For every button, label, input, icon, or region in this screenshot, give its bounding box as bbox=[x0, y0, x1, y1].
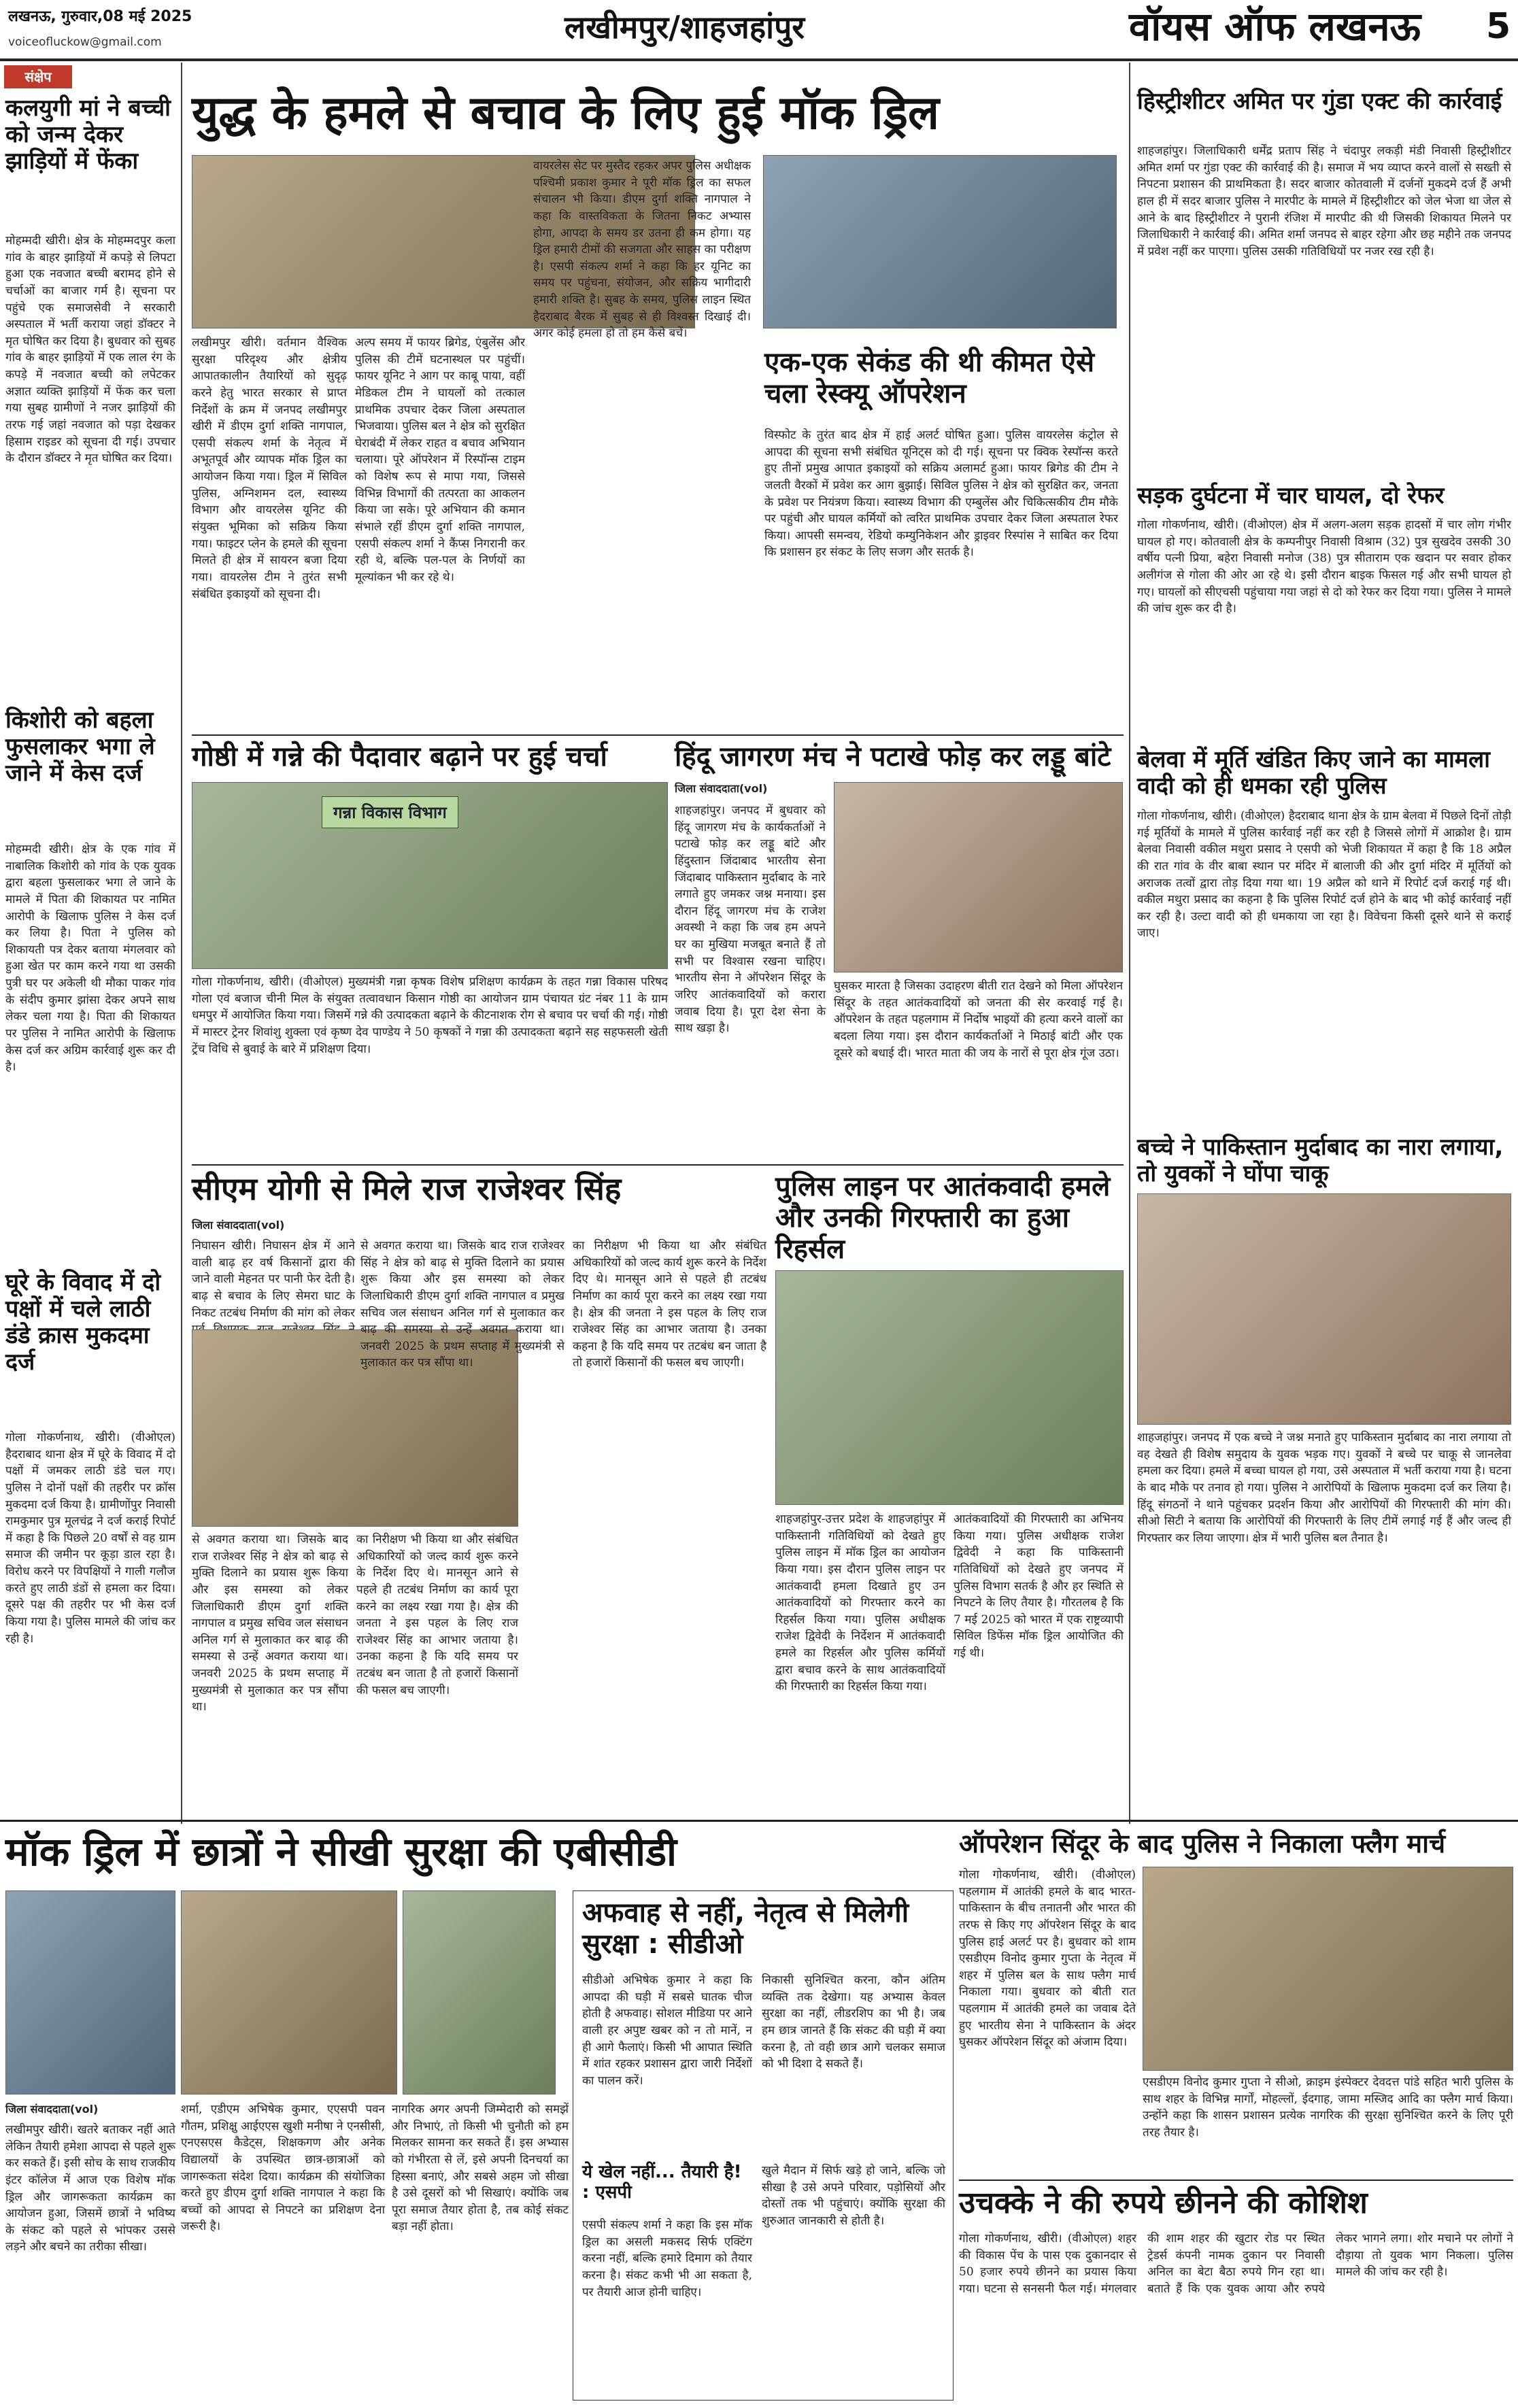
lead-headline: युद्ध के हमले से बचाव के लिए हुई मॉक ड्रिल bbox=[192, 86, 939, 140]
rumor-body-2: निकासी सुनिश्चित करना, कौन अंतिम व्यक्ति तक देखेगा। यह अभ्यास केवल सुरक्षा का नहीं, लीडरशिप का भी है। जब हम छात्र जानते हैं कि संकट की घड़ी में क्या करना है, तो वही छात्र आगे चलकर समाज को भी दिशा दे सकते हैं। bbox=[762, 1973, 945, 2071]
right-column-divider bbox=[1129, 63, 1130, 1824]
issue-date: लखनऊ, गुरुवार,08 मई 2025 bbox=[8, 8, 192, 25]
students-headline: मॉक ड्रिल में छात्रों ने सीखी सुरक्षा की एबीसीडी bbox=[5, 1829, 677, 1875]
students-col-3: नागरिक अगर अपनी जिम्मेदारी को समझें और निभाएं, तो किसी भी चुनौती को हम मिलकर सामना कर सकते हैं। इस अभ्यास को गंभीरता से लें, इसे अपनी दिनचर्या का हिस्सा बनाएं, और सबसे अहम जो सीखा है उसे दूसरों को भी सिखाएं। क्योंकि जब पूरा समाज तैयार होता है, तब कोई संकट बड़ा नहीं होता। bbox=[392, 2103, 569, 2234]
sugarcane-banner: गन्ना विकास विभाग bbox=[322, 796, 458, 828]
sindoor-headline: ऑपरेशन सिंदूर के बाद पुलिस ने निकाला फ्लैग मार्च bbox=[959, 1829, 1446, 1859]
sindoor-photo bbox=[1143, 1867, 1513, 2071]
sidebar-divider bbox=[181, 63, 182, 1824]
section-title: लखीमपुर/शाहजहांपुर bbox=[564, 9, 805, 46]
brief-1-body: मोहम्मदी खीरी। क्षेत्र के मोहम्मदपुर कला गांव के बाहर झाड़ियों में कपड़े से लिपटा हुआ एक नवजात बच्ची बरामद होने से चर्चाओं का बाजार गर्म है। सूचना पर पहुंचे एक समाजसेवी ने सरकारी अस्पताल में भर्ती कराया जहां डॉक्टर ने मृत घोषित कर दिया है। बुधवार को सुबह गांव के बाहर झाड़ियों में एक लाल रंग के कपड़े में नवजात बच्ची को लपेटकर अज्ञात व्यक्ति झाड़ियों में फेंक कर चला गया सुबह ग्रामीणों ने नजर झाड़ियों की तरफ गई जहां नवजात को पड़ा देखकर हिसाम राइडर को सूचना दी गई। उपचार के दौरान डॉक्टर ने मृत घोषित कर दिया। bbox=[5, 234, 175, 466]
rumor-sub-body: एसपी संकल्प शर्मा ने कहा कि इस मॉक ड्रिल का असली मकसद सिर्फ एक्टिंग करना नहीं, बल्कि हमारे दिमाग को तैयार करना है। संकट कभी भी आ सकता है, पर तैयारी आज होनी चाहिए। bbox=[582, 2218, 752, 2299]
brief-2-headline: किशोरी को बहला फुसलाकर भगा ले जाने में केस दर्ज bbox=[5, 707, 155, 787]
students-col-2: शर्मा, एडीएम अभिषेक कुमार, एएसपी पवन गौतम, प्रशिक्षु आईएएस खुशी मनीषा ने एनसीसी, एनएसएस कैडेट्स, शिक्षकगण और अनेक विद्यालयों के उपस्थित छात्र-छात्राओं को जागरूकता संदेश दिया। कार्यक्रम की संयोजिका करते हुए डीएम दुर्गा शक्ति नागपाल ने कहा कि बच्चों को आपदा से निपटने का प्रशिक्षण देना जरूरी है। bbox=[181, 2103, 385, 2234]
belwa-headline: बेलवा में मूर्ति खंडित किए जाने का मामला वादी को ही धमका रही पुलिस bbox=[1137, 746, 1490, 800]
rumor-sub-body-2: खुले मैदान में सिर्फ खड़े हो जाने, बल्कि जो सीखा है उसे अपने परिवार, पड़ोसियों और दोस्तों तक भी पहुंचाएं। क्योंकि सुरक्षा की शुरुआत जानकारी से होती है। bbox=[762, 2164, 945, 2228]
masthead: वॉयस ऑफ लखनऊ bbox=[1129, 3, 1421, 50]
lead-col-2: अल्प समय में फायर ब्रिगेड, एंबुलेंस और पुलिस की टीमें घटनास्थल पर पहुंचीं। फायर यूनिट ने आग पर काबू पाया, वहीं मेडिकल टीम ने घायलों को तत्काल प्राथमिक उपचार देकर जिला अस्पताल भिजवाया। पुलिस बल ने क्षेत्र को सुरक्षित घेराबंदी में लेकर राहत व बचाव अभियान चलाया। पूरे ऑपरेशन में रिस्पॉन्स टाइम को विशेष रूप से मापा गया, जिससे विभिन्न विभागों की तत्परता का आकलन किया जा सके। पूरे अभियान की कमान संभाले रहीं डीएम दुर्गा शक्ति नागपाल, एसपी संकल्प शर्मा ने कैंप्स निगरानी कर रही थे, बल्कि पल-पल के निर्णयों का मूल्यांकन भी कर रहे थे। bbox=[355, 336, 525, 584]
students-photo-3 bbox=[403, 1890, 556, 2095]
sidebar-briefs bbox=[0, 63, 178, 1817]
header-divider bbox=[0, 58, 1518, 61]
students-photo-2 bbox=[181, 1890, 397, 2095]
hindu-headline: हिंदू जागरण मंच ने पटाखे फोड़ कर लड्डू बांटे bbox=[675, 741, 1111, 773]
rescue-body: विस्फोट के तुरंत बाद क्षेत्र में हाई अलर्ट घोषित हुआ। पुलिस वायरलेस कंट्रोल से आपदा की सूचना सभी संबंधित यूनिट्स को दी गई। सूचना पर क्विक रेस्पॉन्स करते हुए तीनों प्रमुख आपात इकाइयों को सक्रिय अलामर्ट हुआ। फायर ब्रिगेड की टीम ने जलती वैरकों में प्रवेश कर आग बुझाई। सिविल पुलिस ने क्षेत्र को सुरक्षित कर, जनता के प्रवेश पर नियंत्रण किया। स्वास्थ्य विभाग की एम्बुलेंस और चिकित्सकीय टीम मौके पर पहुंची और घायल कर्मियों को त्वरित प्राथमिक उपचार देकर जिला अस्पताल रेफर किया। आपसी समन्वय, रेडियो कम्युनिकेशन और ड्राइवर रिस्पांस ने साबित कर दिया कि प्रशासन हर संकट के लिए सजग और सतर्क है। bbox=[764, 428, 1118, 560]
students-photo-1 bbox=[5, 1890, 175, 2095]
pak-photo bbox=[1137, 1193, 1511, 1425]
pak-headline: बच्चे ने पाकिस्तान मुर्दाबाद का नारा लगाया, तो युवकों ने घोंपा चाकू bbox=[1137, 1134, 1504, 1188]
hindu-col-2: घुसकर मारता है जिसका उदाहरण बीती रात देखने को मिला ऑपरेशन सिंदूर के तहत आतंकवादियों को जनता की सेर करवाई गई है। ऑपरेशन के तहत पहलगाम में निर्दोष भाइयों की हत्या करने वालों का बदला लिया गया। इस दौरान कार्यकर्ताओं ने मिठाई बांटी और एक दूसरे को बधाई दी। भारत माता की जय के नारों से पूरा क्षेत्र गूंज उठा। bbox=[834, 979, 1123, 1060]
police-line-headline: पुलिस लाइन पर आतंकवादी हमले और उनकी गिरफ्तारी का हुआ रिहर्सल bbox=[775, 1171, 1111, 1265]
hindu-col-1: शाहजहांपुर। जनपद में बुधवार को हिंदू जागरण मंच के कार्यकर्ताओं ने पटाखे फोड़ कर लड्डू बांटे और हिंदुस्तान जिंदाबाद भारतीय सेना जिंदाबाद पाकिस्तान मुर्दाबाद के नारे लगाते हुए जमकर जश्न मनाया। इस दौरान हिंदू जागरण मंच के राजेश अवस्थी ने कहा कि जब हम अपने घर का मुखिया मजबूत बनाते हैं तो सभी पर विश्वास रखना चाहिए। भारतीय सेना ने ऑपरेशन सिंदूर के जरिए आतंकवादियों को करारा जवाब दिया है। पूरा देश सेना के साथ खड़ा है। bbox=[675, 804, 826, 1036]
accident-headline: सड़क दुर्घटना में चार घायल, दो रेफर bbox=[1137, 482, 1445, 509]
lead-col-3: वायरलेस सेट पर मुस्तैद रहकर अपर पुलिस अधीक्षक पश्चिमी प्रकाश कुमार ने पूरी मॉक ड्रिल का सफल संचालन भी किया। डीएम दुर्गा शक्ति नागपाल ने कहा कि वास्तविकता के जितना निकट अभ्यास होगा, आपदा के समय डर उतना ही कम होगा। यह ड्रिल हमारी टीमों की सजगता और साहस का परीक्षण है। एसपी संकल्प शर्मा ने कहा कि हर यूनिट का समय पर पहुंचना, संयोजन, और सक्रिय भागीदारी हमारी शक्ति है। सुबह के समय, पुलिस लाइन स्थित हैदराबाद बैरक में सुबह से ही विश्वस्त दिखाई दी। अगर कोई हमला हो तो हम कैसे बचें। bbox=[533, 159, 751, 341]
contact-email: voiceofluckow@gmail.com bbox=[8, 35, 162, 49]
sugarcane-headline: गोष्ठी में गन्ने की पैदावार बढ़ाने पर हुई चर्चा bbox=[192, 741, 607, 773]
lead-photo-rescue bbox=[763, 155, 1117, 328]
pak-body: शाहजहांपुर। जनपद में एक बच्चे ने जश्न मनाते हुए पाकिस्तान मुर्दाबाद का नारा लगाया तो वह देखते ही विशेष समुदाय के युवक भड़क गए। युवकों ने बच्चे पर चाकू से जानलेवा हमला कर दिया। हमले में बच्चा घायल हो गया, उसे अस्पताल में भर्ती कराया गया है। घटना के बाद मौके पर तनाव हो गया। पुलिस ने आरोपियों के खिलाफ मुकदमा दर्ज कर लिया है। हिंदू संगठनों ने थाने पहुंचकर प्रदर्शन किया और आरोपियों की गिरफ्तारी की मांग की। सीओ सिटी ने बताया कि आरोपियों की गिरफ्तारी के लिए टीमें लगाई गई हैं और जल्द ही गिरफ्तार कर लिया जाएगा। क्षेत्र में भारी पुलिस बल तैनात है। bbox=[1137, 1431, 1511, 1545]
histsheeter-headline: हिस्ट्रीशीटर अमित पर गुंडा एक्ट की कार्रवाई bbox=[1137, 88, 1502, 115]
belwa-body: गोला गोकर्णनाथ, खीरी। (वीओएल) हैदराबाद थाना क्षेत्र के ग्राम बेलवा में पिछले दिनों तोड़ी गई मूर्तियों के मामले में पुलिस कार्रवाई नहीं कर रही है जिससे लोगों में आक्रोश है। ग्राम बेलवा निवासी वकील मथुरा प्रसाद ने एसपी को भेजी शिकायत में कहा है कि 18 अप्रैल की रात गांव के वीर बाबा स्थान पर मंदिर में बालाजी की और दुर्गा मंदिर में मूर्तियों को अराजक तत्वों द्वारा तोड़ दिया गया था। 19 अप्रैल को थाने में रिपोर्ट दर्ज कराई गई थी। वकील मथुरा प्रसाद का कहना है कि पुलिस रिपोर्ट दर्ज होने के बाद भी कोई कार्रवाई नहीं कर रही है। उल्टा वादी को ही धमकाया जा रहा है। विवेचना किसी दूसरे थाने से कराई जाए। bbox=[1137, 809, 1511, 940]
lead-bottom-rule bbox=[192, 734, 1124, 736]
yogi-col-1b: से अवगत कराया था। जिसके बाद राज राजेश्वर सिंह ने क्षेत्र को बाढ़ से मुक्ति दिलाने का प्रयास शुरू किया और इस समस्या को लेकर जिलाधिकारी डीएम दुर्गा शक्ति नागपाल व प्रमुख सचिव जल संसाधन अनिल गर्ग से मुलाकात कर बाढ़ की समस्या से उन्हें अवगत कराया था। जनवरी 2025 के प्रथम सप्ताह में मुख्यमंत्री से मुलाकात कर पत्र सौंपा था। bbox=[192, 1533, 348, 1714]
police-line-photo bbox=[775, 1270, 1124, 1505]
page-header bbox=[0, 0, 1518, 61]
police-line-col-2: आतंकवादियों की गिरफ्तारी का अभिनय किया गया। पुलिस अधीक्षक राजेश द्विवेदी ने कहा कि पाकिस्तानी गतिविधियों को देखते हुए जनपद में पुलिस विभाग सतर्क है और हर स्थिति से निपटने के लिए तैयार है। गौरतलब है कि 7 मई 2025 को भारत में एक राष्ट्रव्यापी सिविल डिफेंस मॉक ड्रिल आयोजित की गई थी। bbox=[954, 1512, 1124, 1661]
police-line-col-1: शाहजहांपुर-उत्तर प्रदेश के शाहजहांपुर में पाकिस्तानी गतिविधियों को देखते हुए पुलिस लाइन में मॉक ड्रिल का आयोजन किया गया। इस दौरान पुलिस लाइन पर आतंकवादी हमला दिखाते हुए उन आतंकवादियों को गिरफ्तार करने का रिहर्सल किया गया। पुलिस अधीक्षक राजेश द्विवेदी के निर्देशन में आतंकवादी हमले का रिहर्सल और पुलिस कर्मियों द्वारा बचाव करने के साथ आतंकवादियों की गिरफ्तारी का रिहर्सल किया गया। bbox=[775, 1512, 945, 1694]
yogi-headline: सीएम योगी से मिले राज राजेश्वर सिंह bbox=[192, 1170, 622, 1207]
sugarcane-body: गोला गोकर्णनाथ, खीरी। (वीओएल) मुख्यमंत्री गन्ना कृषक विशेष प्रशिक्षण कार्यक्रम के तहत गन्ना विकास परिषद गोला एवं बजाज चीनी मिल के संयुक्त तत्वावधान किसान गोष्ठी का आयोजन ग्राम पंचायत ग्रंट नंबर 11 के ग्राम धमपुर में आयोजित किया गया। जिसमें गन्ने की उत्पादकता बढ़ाने के कीटनाशक रोग से बचाव पर चर्चा की गई। गोष्ठी में मास्टर ट्रेनर शिवांशु शुक्ला एवं कृष्ण देव पाण्डेय ने 50 कृषकों ने गन्ना की उत्पादकता बढ़ाने सह सहफसली खेती ट्रेंच विधि से बुवाई के बारे में प्रशिक्षण दिया। bbox=[192, 975, 668, 1056]
sindoor-body-2: एसडीएम विनोद कुमार गुप्ता ने सीओ, क्राइम इंस्पेक्टर देवदत्त पांडे सहित भारी पुलिस के साथ शहर के विभिन्न मार्गों, मोहल्लों, ईदगाह, जामा मस्जिद आदि का फ्लैग मार्च किया। उन्होंने कहा कि शासन प्रशासन प्रत्येक नागरिक की सुरक्षा सुनिश्चित करने के लिए पूरी तरह तैयार है। bbox=[1143, 2075, 1513, 2139]
snatch-headline: उचक्के ने की रुपये छीनने की कोशिश bbox=[959, 2186, 1368, 2220]
sindoor-body: गोला गोकर्णनाथ, खीरी। (वीओएल) पहलगाम में आतंकी हमले के बाद भारत-पाकिस्तान के बीच तनातनी और भारत की तरफ से किए गए ऑपरेशन सिंदूर के बाद पुलिस हाई अलर्ट पर है। बुधवार को शाम एसडीएम विनोद कुमार गुप्ता के नेतृत्व में शहर में पुलिस बल के साथ फ्लैग मार्च निकाला गया। बुधवार को बीती रात पहलगाम में आतंकी हमले का जवाब देते हुए भारतीय सेना ने पाकिस्तान के अंदर घुसकर ऑपरेशन सिंदूर को अंजाम दिया। bbox=[959, 1868, 1136, 2050]
lead-col-1: लखीमपुर खीरी। वर्तमान वैश्विक सुरक्षा परिदृश्य और क्षेत्रीय आपातकालीन तैयारियों को सुदृढ़ करने हेतु भारत सरकार से प्राप्त निर्देशों के क्रम में जनपद लखीमपुर खीरी में डीएम दुर्गा शक्ति नागपाल, एसपी संकल्प शर्मा के नेतृत्व में अभूतपूर्व और व्यापक मॉक ड्रिल का आयोजन किया गया। ड्रिल में सिविल पुलिस, अग्निशमन दल, स्वास्थ्य विभाग और वायरलेस यूनिट की संयुक्त भूमिका को सक्रिय किया गया। फाइटर प्लेन के हमले की सूचना मिलते ही क्षेत्र में सायरन बजा दिया गया। वायरलेस टीम ने तुरंत सभी संबंधित इकाइयों को सूचना दी। bbox=[192, 336, 347, 601]
sugarcane-photo bbox=[192, 782, 668, 969]
snatch-body: गोला गोकर्णनाथ, खीरी। (वीओएल) शहर की विकास पेंच के पास एक दुकानदार से 50 हजार रुपये छीनने का प्रयास किया गया। घटना से सनसनी फैल गई। मंगलवार की शाम शहर की खुटार रोड पर स्थित ट्रेडर्स कंपनी नामक दुकान पर निवासी अनिल का बेटा बैठा रुपये गिन रहा था। बताते हैं कि एक युवक आया और रुपये लेकर भागने लगा। शोर मचाने पर लोगों ने दौड़ाया तो युवक भाग निकला। पुलिस मामले की जांच कर रही है। bbox=[959, 2232, 1513, 2296]
brief-2-body: मोहम्मदी खीरी। क्षेत्र के एक गांव में नाबालिक किशोरी को गांव के एक युवक द्वारा बहला फुसलाकर भगा ले जाने के मामले में पिता की शिकायत पर नामित आरोपी के खिलाफ पुलिस ने केस दर्ज कर लिया है। पिता ने पुलिस को शिकायती पत्र देकर बताया मंगलवार को हुआ खेत पर काम करने गया था उसकी पुत्री घर पर अकेली थी मौका पाकर गांव के संदीप कुमार झांसा देकर अपने साथ लेकर चला गया है। पिता की शिकायत पर पुलिस ने नामित आरोपी के खिलाफ केस दर्ज कर अग्रिम कार्रवाई शुरू कर दी है। bbox=[5, 843, 175, 1074]
yogi-byline: जिला संवाददाता(vol) bbox=[192, 1219, 285, 1232]
students-col-1: लखीमपुर खीरी। खतरे बताकर नहीं आते लेकिन तैयारी हमेशा आपदा से पहले शुरू कर सकते हैं। इसी सोच के साथ राजकीय इंटर कॉलेज में आज एक विशेष मॉक ड्रिल और जागरूकता कार्यक्रम का आयोजन हुआ, जिसमें छात्रों ने भविष्य के संकट को पहले से भांपकर उससे लड़ने और बचने का तरीका सीखा। bbox=[5, 2123, 175, 2254]
yogi-col-1: निघासन खीरी। निघासन क्षेत्र में आने वाली बाढ़ हर वर्ष किसानों द्वारा की जाने वाली मेहनत पर पानी फेर देती है। बाढ़ से बचाव के लिए सेमरा घाट के निकट तटबंध निर्माण की मांग को लेकर bbox=[192, 1239, 355, 1320]
page-number: 5 bbox=[1486, 6, 1511, 47]
students-byline: जिला संवाददाता(vol) bbox=[5, 2103, 99, 2116]
brief-1-headline: कलयुगी मां ने बच्ची को जन्म देकर झाड़ियों में फेंका bbox=[5, 95, 171, 175]
brief-3-headline: घूरे के विवाद में दो पक्षों में चले लाठी डंडे क्रास मुकदमा दर्ज bbox=[5, 1269, 161, 1376]
mid-rule-1 bbox=[192, 1164, 1124, 1166]
hindu-byline: जिला संवाददाता(vol) bbox=[675, 782, 768, 795]
yogi-col-4: का निरीक्षण भी किया था और संबंधित अधिकारियों को जल्द कार्य शुरू करने के निर्देश दिए थे। मानसून आने से पहले ही तटबंध निर्माण का कार्य पूरा करने का लक्ष्य रखा गया है। क्षेत्र की जनता ने इस पहल के लिए राज राजेश्वर सिंह का आभार जताया है। उनका कहना है कि यदि समय पर तटबंध बन जाता है तो हजारों किसानों की फसल बच जाएगी। bbox=[573, 1239, 766, 1370]
rescue-headline: एक-एक सेकंड की थी कीमत ऐसे चला रेस्क्यू ऑपरेशन bbox=[764, 347, 1095, 409]
brief-3-body: गोला गोकर्णनाथ, खीरी। (वीओएल) हैदराबाद थाना क्षेत्र में घूरे के विवाद में दो पक्षों में जमकर लाठी डंडे चल गए। पुलिस ने दोनों पक्षों की तहरीर पर क्रॉस मुकदमा दर्ज किया है। ग्रामीणोंपुर निवासी रामकुमार पुत्र मूलचंद्र ने दर्ज कराई रिपोर्ट में कहा है कि पिछले 20 वर्षों से वह ग्राम समाज की जमीन पर कूड़ा डाल रहा है। विरोध करने पर विपक्षियों ने गाली गलौज करते हुए लाठी डंडों से हमला कर दिया। दूसरे पक्ष की तहरीर पर भी केस दर्ज किया गया है। पुलिस मामले की जांच कर रही है। bbox=[5, 1431, 175, 1646]
rumor-body: सीडीओ अभिषेक कुमार ने कहा कि आपदा की घड़ी में सबसे घातक चीज होती है अफवाह। सोशल मीडिया पर आने वाली हर अपुष्ट खबर को न तो मानें, न ही आगे फैलाएं। किसी भी आपात स्थिति में शांत रहकर प्रशासन द्वारा जारी निर्देशों का पालन करें। bbox=[582, 1973, 752, 2088]
snatch-rule bbox=[959, 2180, 1513, 2181]
sidebar-tag: संक्षेप bbox=[4, 65, 72, 88]
rumor-subhead: ये खेल नहीं... तैयारी है! : एसपी bbox=[582, 2162, 742, 2203]
rumor-headline: अफवाह से नहीं, नेतृत्व से मिलेगी सुरक्षा : सीडीओ bbox=[582, 1897, 909, 1960]
lower-section-rule bbox=[0, 1820, 1518, 1822]
yogi-col-2: का निरीक्षण भी किया था और संबंधित अधिकारियों को जल्द कार्य शुरू करने के निर्देश दिए थे। मानसून आने से पहले ही तटबंध निर्माण का कार्य पूरा करने का लक्ष्य रखा गया है। क्षेत्र की जनता ने इस पहल के लिए राज राजेश्वर सिंह का आभार जताया है। उनका कहना है कि यदि समय पर तटबंध बन जाता है तो हजारों किसानों की फसल बच जाएगी। bbox=[356, 1533, 518, 1697]
yogi-col-3: से अवगत कराया था। जिसके बाद राज राजेश्वर सिंह ने क्षेत्र को बाढ़ से मुक्ति दिलाने का प्रयास शुरू किया और इस समस्या को लेकर जिलाधिकारी डीएम दुर्गा शक्ति नागपाल व प्रमुख सचिव जल संसाधन अनिल गर्ग से मुलाकात कर बाढ़ की समस्या से उन्हें अवगत कराया था। जनवरी 2025 के प्रथम सप्ताह में मुख्यमंत्री से मुलाकात कर पत्र सौंपा था। bbox=[360, 1239, 564, 1370]
accident-body: गोला गोकर्णनाथ, खीरी। (वीओएल) क्षेत्र में अलग-अलग सड़क हादसों में चार लोग गंभीर घायल हो गए। कोतवाली क्षेत्र के कम्पनीपुर निवासी विश्राम (32) पुत्र सुखदेव उसकी 30 वर्षीय पत्नी प्रिया, बहेरा निवासी मनोज (38) पुत्र सीताराम एक खदान पर सवार होकर अलीगंज से गोला की ओर आ रहे थे। इसी दौरान बाइक फिसल गई और सभी घायल हो गए। घायलों को सीएचसी पहुंचाया गया जहां से दो को रेफर कर दिया गया। पुलिस ने मामले की जांच शुरू कर दी है। bbox=[1137, 518, 1511, 616]
hindu-photo bbox=[834, 782, 1123, 972]
histsheeter-body: शाहजहांपुर। जिलाधिकारी धर्मेंद्र प्रताप सिंह ने चंदापुर लकड़ी मंडी निवासी हिस्ट्रीशीटर अमित शर्मा पर गुंडा एक्ट की कार्रवाई की है। समाज में भय व्याप्त करने वालों से सख्ती से निपटना प्रशासन की प्राथमिकता है। सदर बाजार कोतवाली में दर्जनों मुकदमे दर्ज हैं अभी हाल ही में सदर बाजार पुलिस ने मारपीट के मामले में हिस्ट्रीशीटर को जेल भेजा था जेल से आने के बाद हिस्ट्रीशीटर ने पुरानी रंजिश में मारपीट की थी जिसकी शिकायत मिलने पर जिलाधिकारी ने कार्रवाई की। अमित शर्मा जनपद से बाहर रहेगा और छह महीने तक जनपद में प्रवेश नहीं कर पाएगा। पुलिस उसकी गतिविधियों पर नजर रख रही है। bbox=[1137, 144, 1511, 258]
